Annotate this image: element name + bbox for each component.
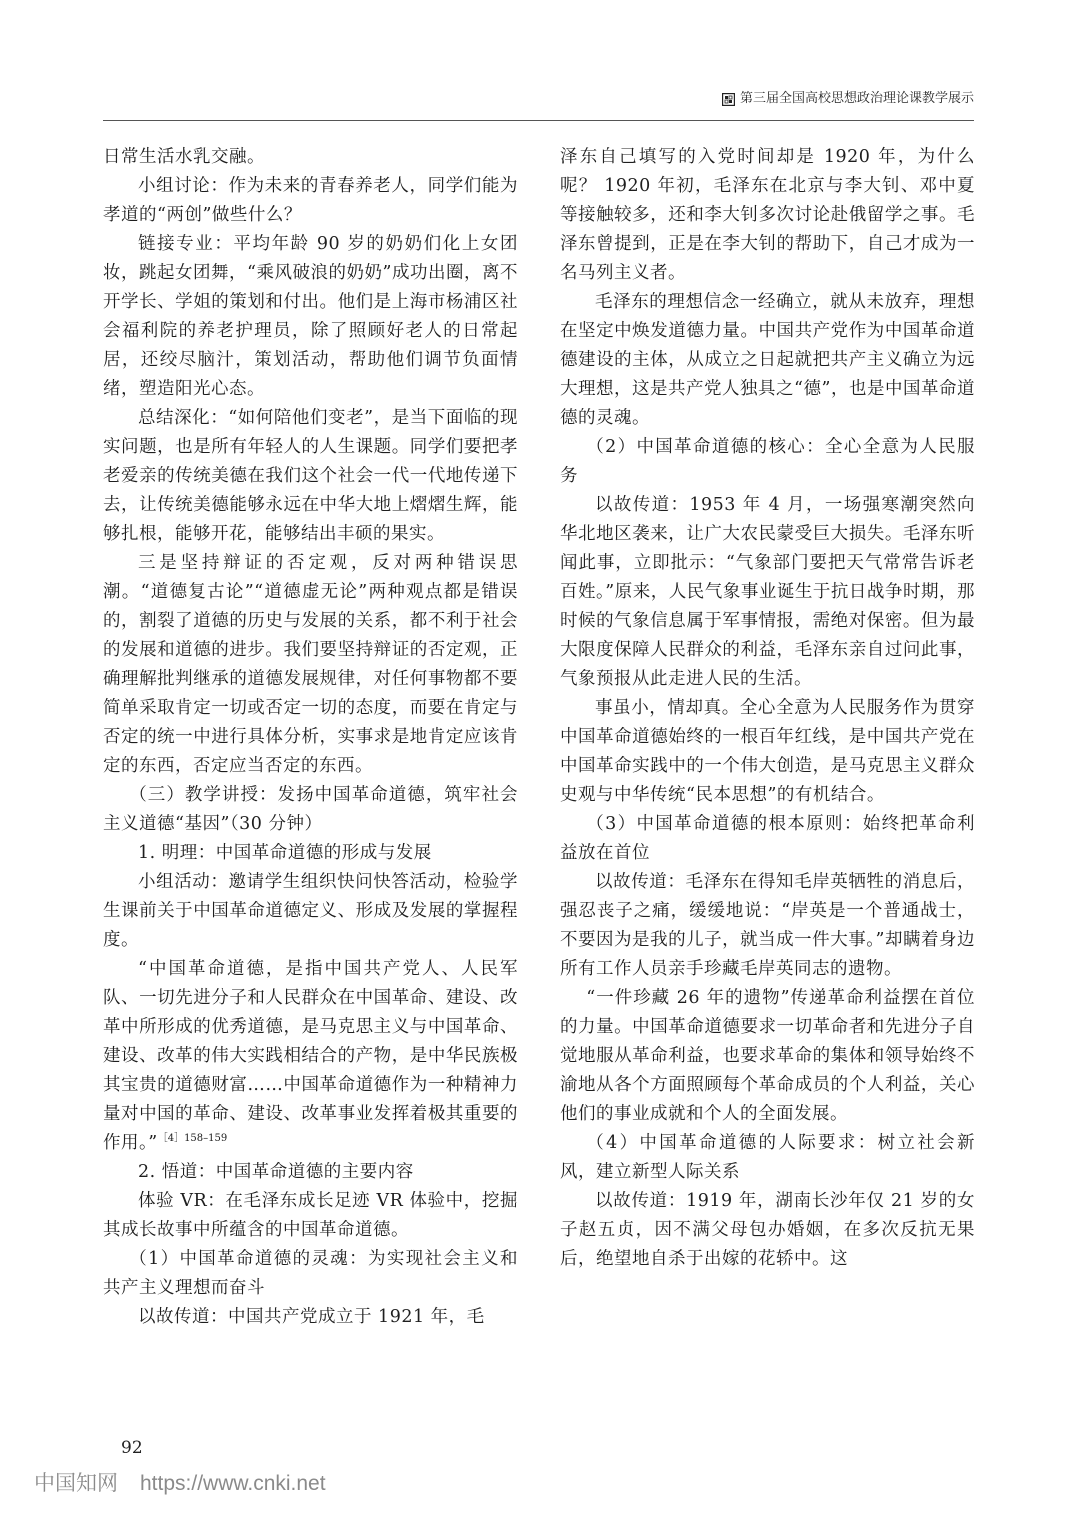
watermark <box>34 1467 326 1497</box>
paragraph: 以故传道：1953 年 4 月，一场强寒潮突然向华北地区袭来，让广大农民蒙受巨大损失。毛泽东听闻此事，立即批示：“气象部门要把天气常常告诉老百姓。”原来，人民气象事业诞生于抗日战争时期，那时候的气象信息属于军事情报，需绝对保密。但为最大限度保障人民群众的利益，毛泽东亲自过问此事，气象预报从此走进人民的生活。 <box>560 495 975 689</box>
paragraph: 三是坚持辩证的否定观，反对两种错误思潮。“道德复古论”“道德虚无论”两种观点都是错误的，割裂了道德的历史与发展的关系，都不利于社会的发展和道德的进步。我们要坚持辩证的否定观，正确理解批判继承的道德发展规律，对任何事物都不要简单采取肯定一切或否定一切的态度，而要在肯定与否定的统一中进行具体分析，实事求是地肯定应该肯定的东西，否定应当否定的东西。 <box>103 553 518 776</box>
paragraph: 总结深化：“如何陪他们变老”，是当下面临的现实问题，也是所有年轻人的人生课题。同学们要把孝老爱亲的传统美德在我们这个社会一代一代地传递下去，让传统美德能够永远在中华大地上熠熠生辉，能够扎根，能够开花，能够结出丰硕的果实。 <box>103 408 518 544</box>
paragraph: 日常生活水乳交融。 <box>103 147 265 167</box>
section-heading: （三）教学讲授：发扬中国革命道德，筑牢社会主义道德“基因”（30 分钟） <box>103 785 518 834</box>
paragraph: 体验 VR：在毛泽东成长足迹 VR 体验中，挖掘其成长故事中所蕴含的中国革命道德。 <box>103 1191 518 1240</box>
paragraph: （4）中国革命道德的人际要求：树立社会新风，建立新型人际关系 <box>560 1133 975 1182</box>
paragraph: 链接专业：平均年龄 90 岁的奶奶们化上女团妆，跳起女团舞，“乘风破浪的奶奶”成功出圈，离不开学长、学姐的策划和付出。他们是上海市杨浦区社会福利院的养老护理员，除了照顾好老人的日常起居，还绞尽脑汁，策划活动，帮助他们调节负面情绪，塑造阳光心态。 <box>103 234 518 399</box>
paragraph: “一件珍藏 26 年的遗物”传递革命利益摆在首位的力量。中国革命道德要求一切革命者和先进分子自觉地服从革命利益，也要求革命的集体和领导始终不渝地从各个方面照顾每个革命成员的个人利益，关心他们的事业成就和个人的全面发展。 <box>560 988 975 1124</box>
quotation-text: “中国革命道德，是指中国共产党人、人民军队、一切先进分子和人民群众在中国革命、建设、改革中所形成的优秀道德，是马克思主义与中国革命、建设、改革的伟大实践相结合的产物，是中华民族极其宝贵的道德财富……中国革命道德作为一种精神力量对中国的革命、建设、改革事业发挥着极其重要的作用。” <box>103 959 518 1153</box>
quotation-paragraph <box>103 955 518 1158</box>
header-divider <box>103 120 974 121</box>
paragraph: 泽东自己填写的入党时间却是 1920 年，为什么呢？ 1920 年初，毛泽东在北京与李大钊、邓中夏等接触较多，还和李大钊多次讨论赴俄留学之事。毛泽东曾提到，正是在李大钊的帮助下，自己才成为一名马列主义者。 <box>560 147 975 283</box>
citation-reference: ［4］158–159 <box>157 1133 228 1144</box>
running-header <box>722 91 974 107</box>
paragraph: （1）中国革命道德的灵魂：为实现社会主义和共产主义理想而奋斗 <box>103 1249 518 1298</box>
page-header <box>0 0 1080 130</box>
subsection-heading: 2. 悟道：中国革命道德的主要内容 <box>138 1162 414 1182</box>
journal-section-title: 第三届全国高校思想政治理论课教学展示 <box>739 91 974 106</box>
right-column <box>560 143 975 1274</box>
paragraph: 事虽小，情却真。全心全意为人民服务作为贯穿中国革命道德始终的一根百年红线，是中国共产党在中国革命实践中的一个伟大创造，是马克思主义群众史观与中华传统“民本思想”的有机结合。 <box>560 698 975 805</box>
ornament-square-icon <box>722 93 735 106</box>
paragraph: 小组讨论：作为未来的青春养老人，同学们能为孝道的“两创”做些什么？ <box>103 176 518 225</box>
subsection-heading: 1. 明理：中国革命道德的形成与发展 <box>138 843 432 863</box>
paragraph: 以故传道：毛泽东在得知毛岸英牺牲的消息后，强忍丧子之痛，缓缓地说：“岸英是一个普通战士，不要因为是我的儿子，就当成一件大事。”却瞒着身边所有工作人员亲手珍藏毛岸英同志的遗物。 <box>560 872 975 979</box>
paragraph: （3）中国革命道德的根本原则：始终把革命利益放在首位 <box>560 814 975 863</box>
paragraph: （2）中国革命道德的核心：全心全意为人民服务 <box>560 437 975 486</box>
paragraph: 毛泽东的理想信念一经确立，就从未放弃，理想在坚定中焕发道德力量。中国共产党作为中国革命道德建设的主体，从成立之日起就把共产主义确立为远大理想，这是共产党人独具之“德”，也是中国革命道德的灵魂。 <box>560 292 975 428</box>
watermark-brand: 中国知网 <box>34 1472 118 1495</box>
page-number: 92 <box>121 1438 143 1458</box>
left-column <box>103 143 518 1332</box>
paragraph: 小组活动：邀请学生组织快问快答活动，检验学生课前关于中国革命道德定义、形成及发展的掌握程度。 <box>103 872 518 950</box>
paragraph: 以故传道：中国共产党成立于 1921 年，毛 <box>138 1307 485 1327</box>
watermark-url[interactable]: https://www.cnki.net <box>140 1472 326 1495</box>
paragraph: 以故传道：1919 年，湖南长沙年仅 21 岁的女子赵五贞，因不满父母包办婚姻，在多次反抗无果后，绝望地自杀于出嫁的花轿中。这 <box>560 1191 975 1269</box>
